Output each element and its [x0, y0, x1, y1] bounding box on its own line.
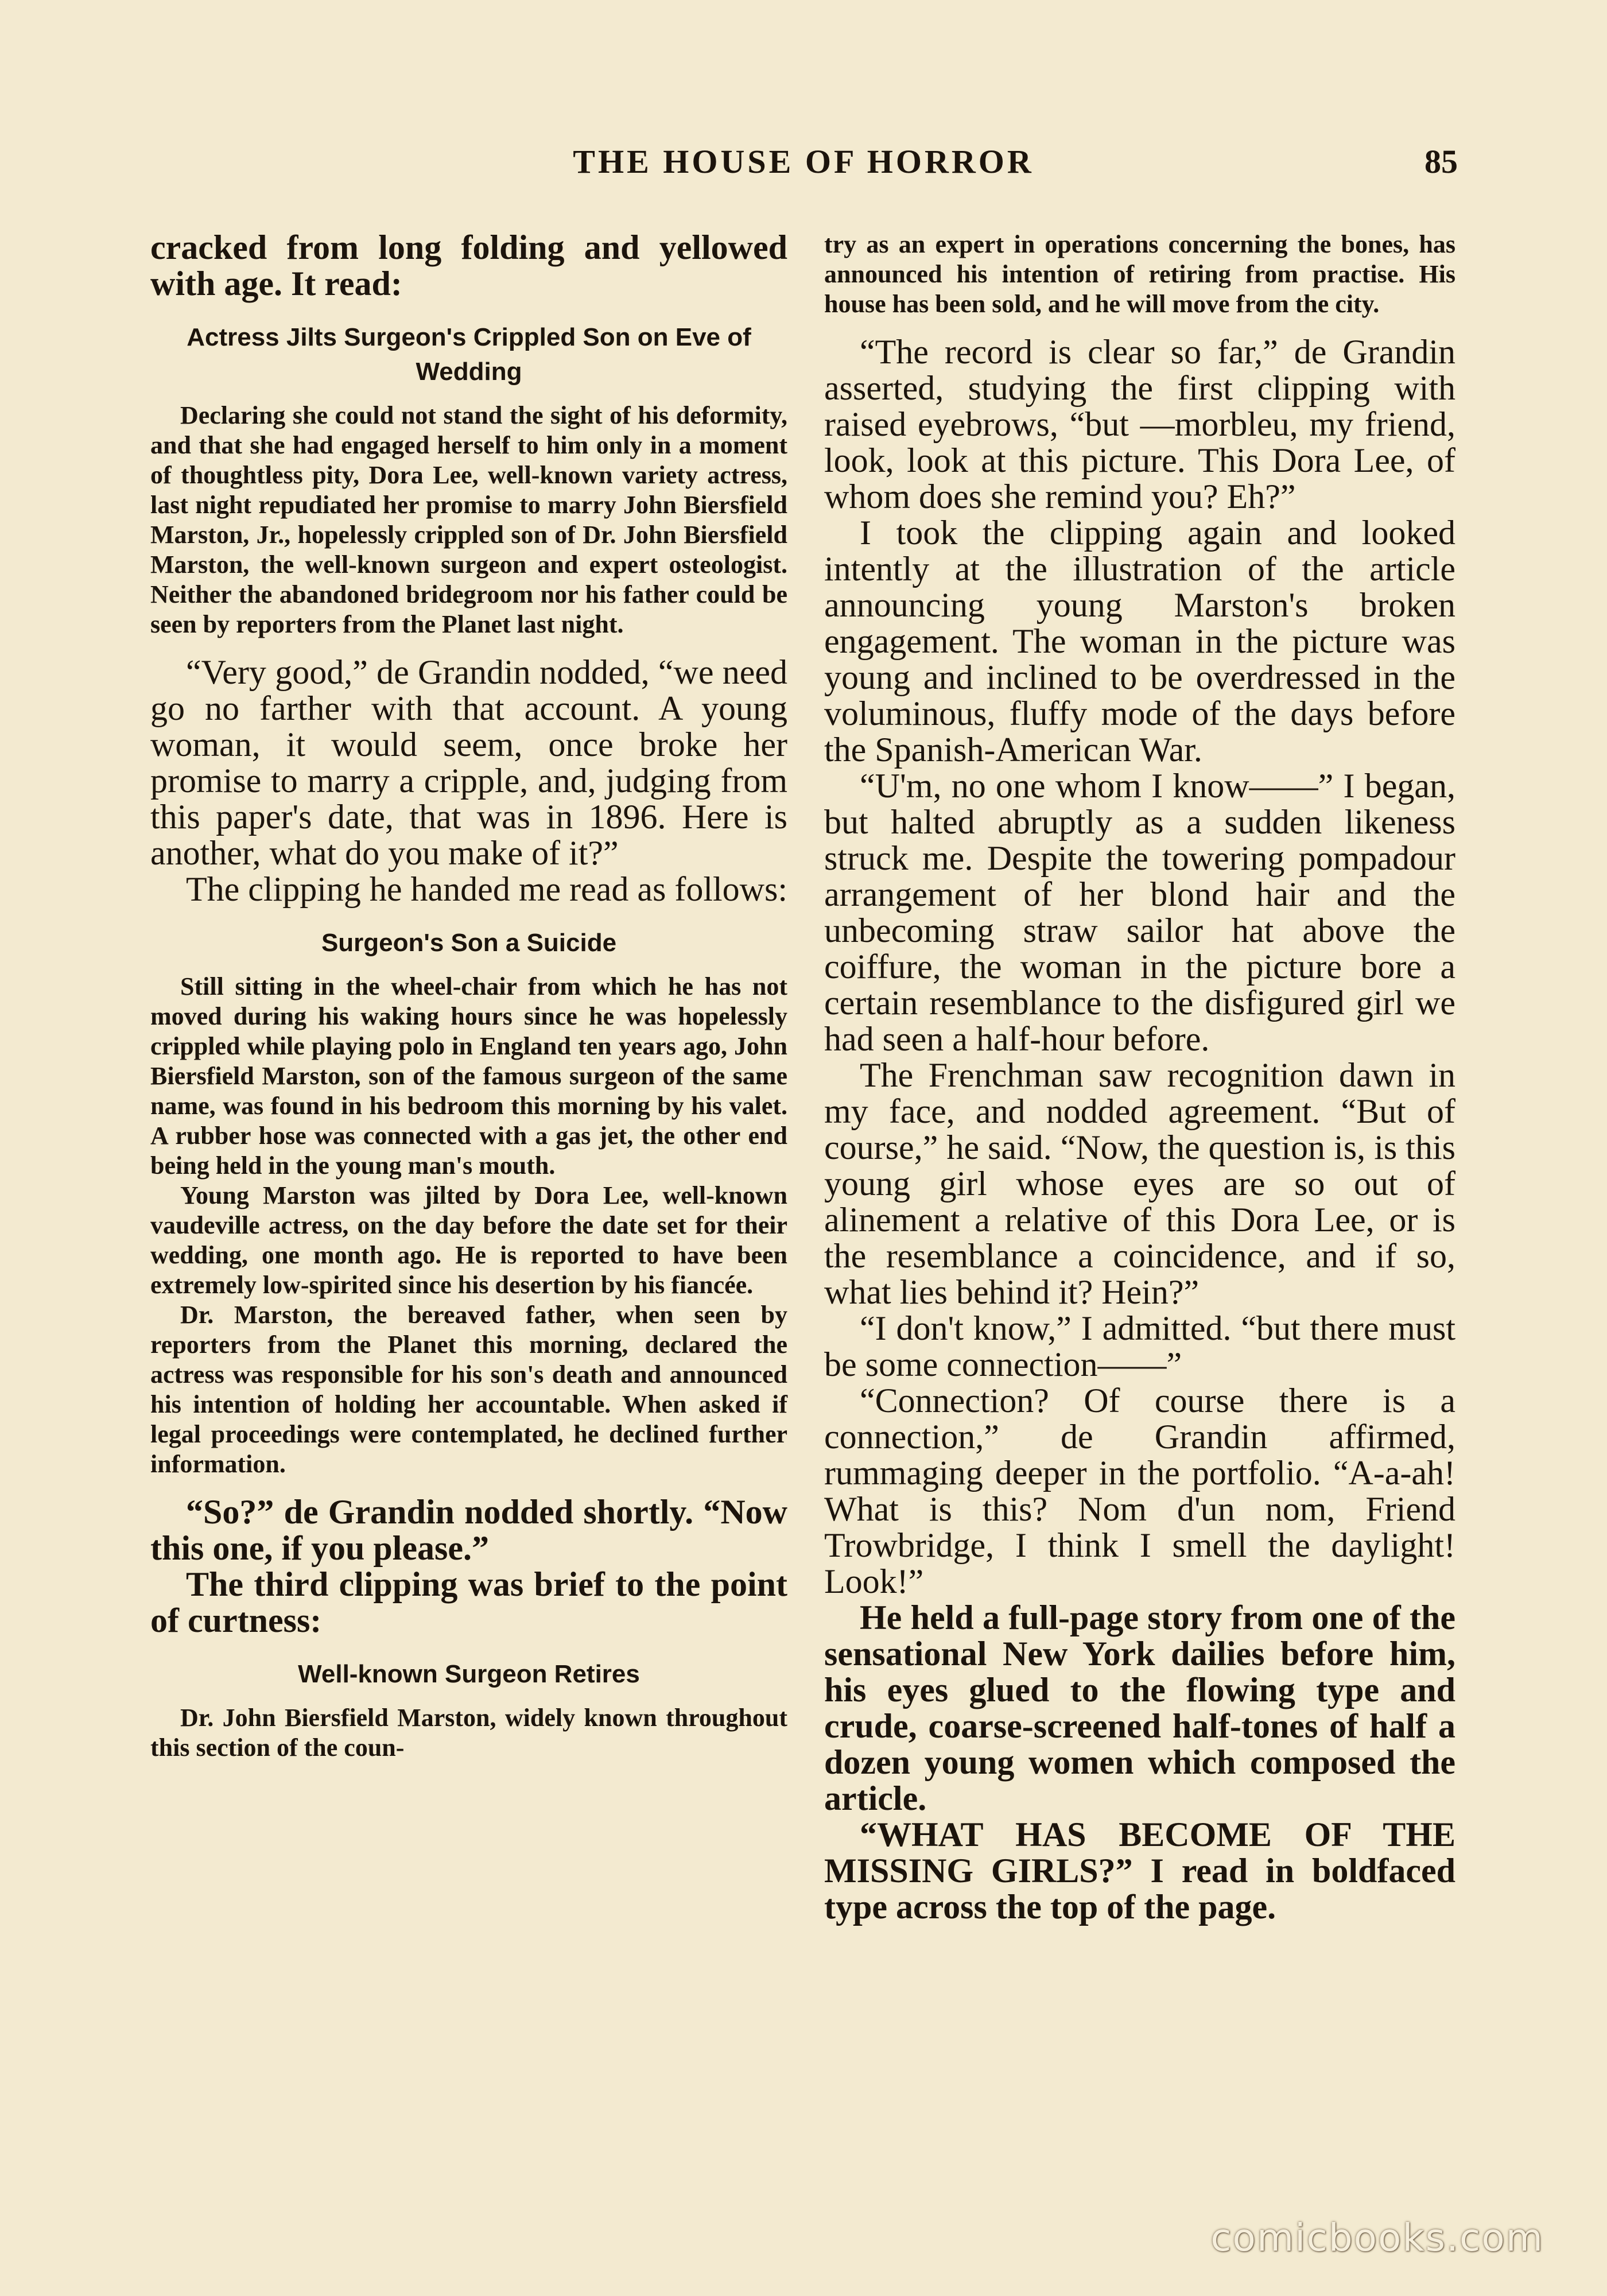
paragraph: The Frenchman saw recognition dawn in my face, and nodded agreement. “But of course,” he said. “Now, the question is, is this young girl whose eyes are so out of alinement a relative of this Dora Lee, or is the resemblance a coincidence, and if so, what lies behind it? Hein?”	[824, 1056, 1455, 1311]
clipping-text: Declaring she could not stand the sight of his deformity, and that she had engaged herself to him only in a moment of thoughtless pity, Dora Lee, well-known variety actress, last night repudiated her promise to marry John Biersfield Marston, Jr., hopelessly crippled son of Dr. John Biersfield Marston, the well-known surgeon and expert osteologist. Neither the abandoned bridegroom nor his father could be seen by reporters from the Planet last night.	[150, 401, 787, 638]
paragraph: “The record is clear so far,” de Grandin asserted, studying the first clipping with raised eyebrows, “but —morbleu, my friend, look, look at this picture. This Dora Lee, of whom does she remind you? Eh?”	[824, 333, 1455, 515]
page-number: 85	[1424, 143, 1458, 180]
clipping-headline: Well-known Surgeon Retires	[298, 1660, 640, 1688]
running-head	[149, 142, 1458, 188]
paragraph: “Very good,” de Grandin nodded, “we need go no farther with that account. A young woman, it would seem, once broke her promise to marry a cripple, and, judging from this paper's date, that was in 1896. Here is another, what do you make of it?”	[150, 653, 787, 872]
paragraph: The clipping he handed me read as follows:	[186, 870, 788, 908]
clipping-text: try as an expert in operations concerning the bones, has announced his intention of retiring from practise. His house has been sold, and he will move from the city.	[824, 230, 1455, 318]
clipping-text: Dr. John Biersfield Marston, widely known throughout this section of the coun-	[150, 1704, 787, 1762]
paragraph: cracked from long folding and yellowed with age. It read:	[150, 228, 787, 302]
clipping-text: Young Marston was jilted by Dora Lee, well-known vaudeville actress, on the day before the date set for their wedding, one month ago. He is reported to have been extremely low-spirited since his desertion by his fiancée.	[150, 1181, 787, 1299]
clipping-headline: Actress Jilts Surgeon's Crippled Son on Eve of Wedding	[187, 323, 751, 386]
paragraph: “WHAT HAS BECOME OF THE MISSING GIRLS?” I read in boldfaced type across the top of the page.	[824, 1816, 1455, 1926]
paragraph: “U'm, no one whom I know——” I began, but halted abruptly as a sudden likeness struck me. Despite the towering pompadour arrangement of her blond hair and the unbecoming straw sailor hat above the coiffure, the woman in the picture bore a certain resemblance to the disfigured girl we had seen a half-hour before.	[824, 767, 1455, 1058]
clipping-headline: Surgeon's Son a Suicide	[321, 929, 617, 957]
clipping-text: Still sitting in the wheel-chair from which he has not moved during his waking hours since he was hopelessly crippled while playing polo in England ten years ago, John Biersfield Marston, son of the famous surgeon of the same name, was found in his bedroom this morning by his valet. A rubber hose was connected with a gas jet, the other end being held in the young man's mouth.	[150, 972, 787, 1180]
paragraph: He held a full-page story from one of the sensational New York dailies before him, his eyes glued to the flowing type and crude, coarse-screened half-tones of half a dozen young women which composed the article.	[824, 1599, 1455, 1817]
running-title: THE HOUSE OF HORROR	[573, 143, 1034, 180]
left-column	[150, 230, 787, 1763]
paragraph: “Connection? Of course there is a connection,” de Grandin affirmed, rummaging deeper in the portfolio. “A-a-ah! What is this? Nom d'un nom, Friend Trowbridge, I think I smell the daylight! Look!”	[824, 1382, 1455, 1600]
paragraph: The third clipping was brief to the point of curtness:	[150, 1565, 787, 1639]
paragraph: “I don't know,” I admitted. “but there must be some connection——”	[824, 1309, 1455, 1383]
watermark: comicbooks.com	[1210, 2216, 1544, 2260]
paragraph: “So?” de Grandin nodded shortly. “Now this one, if you please.”	[150, 1493, 787, 1567]
paragraph: I took the clipping again and looked intently at the illustration of the article announcing young Marston's broken engagement. The woman in the picture was young and inclined to be overdressed in the voluminous, fluffy mode of the days before the Spanish-American War.	[824, 514, 1455, 769]
clipping-text: Dr. Marston, the bereaved father, when seen by reporters from the Planet this morning, declared the actress was responsible for his son's death and announced his intention of holding her accountable. When asked if legal proceedings were contemplated, he declined further information.	[150, 1301, 787, 1478]
right-column	[824, 230, 1455, 1925]
